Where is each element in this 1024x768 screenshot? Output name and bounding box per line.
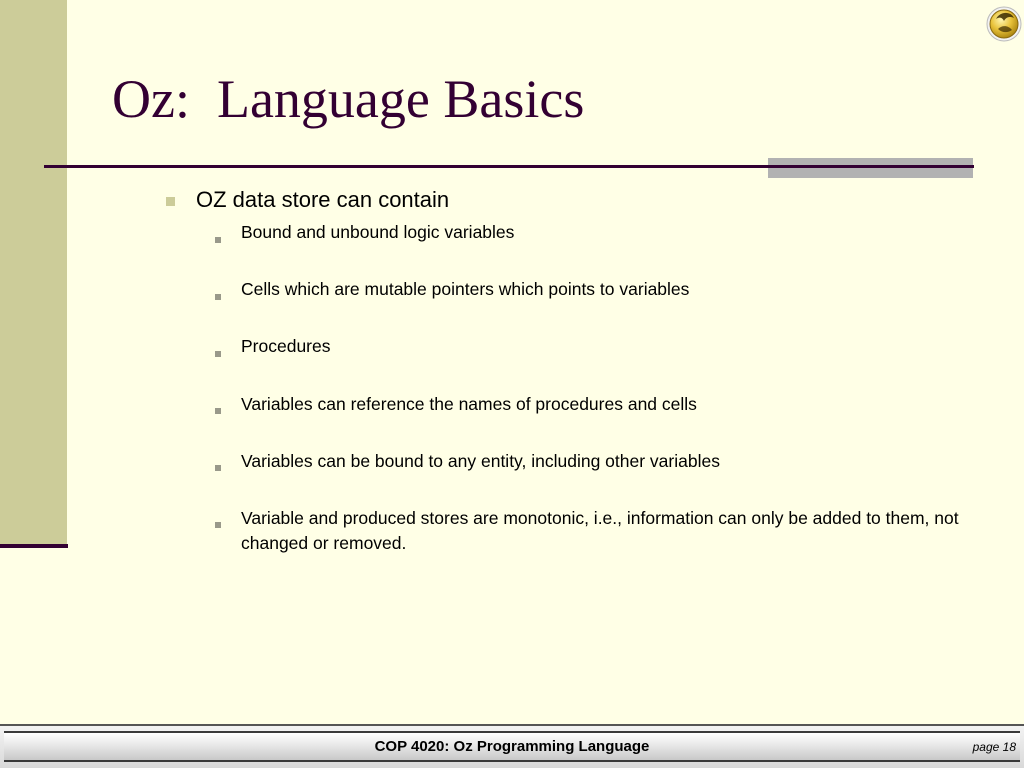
slide-title: Oz: Language Basics bbox=[112, 69, 585, 129]
sub-bullet-text: Variable and produced stores are monotonic, i.e., information can only be added to them, not changed or removed. bbox=[241, 508, 959, 553]
sub-bullet-text: Cells which are mutable pointers which points to variables bbox=[241, 279, 690, 299]
sub-bullet-square-icon bbox=[215, 408, 221, 414]
left-band-accent-rule bbox=[0, 544, 68, 548]
title-accent-bar-upper bbox=[768, 158, 973, 165]
sub-bullet-square-icon bbox=[215, 351, 221, 357]
main-bullet-text: OZ data store can contain bbox=[196, 187, 450, 212]
sub-bullet-square-icon bbox=[215, 237, 221, 243]
sub-bullet-text: Bound and unbound logic variables bbox=[241, 222, 515, 242]
sub-bullet-text: Variables can be bound to any entity, including other variables bbox=[241, 451, 720, 471]
sub-bullet-square-icon bbox=[215, 522, 221, 528]
footer-top-rule bbox=[0, 724, 1024, 726]
bullet-square-icon bbox=[166, 197, 175, 206]
sub-bullet-text: Procedures bbox=[241, 336, 331, 356]
footer-page-number: page 18 bbox=[972, 740, 1016, 754]
ucf-pegasus-logo-icon bbox=[984, 3, 1024, 45]
sub-bullet-square-icon bbox=[215, 465, 221, 471]
sub-bullet-square-icon bbox=[215, 294, 221, 300]
title-accent-bar-lower bbox=[768, 168, 973, 178]
sub-bullet-text: Variables can reference the names of procedures and cells bbox=[241, 394, 697, 414]
footer-course-title: COP 4020: Oz Programming Language bbox=[374, 738, 650, 755]
left-decorative-band bbox=[0, 0, 67, 545]
